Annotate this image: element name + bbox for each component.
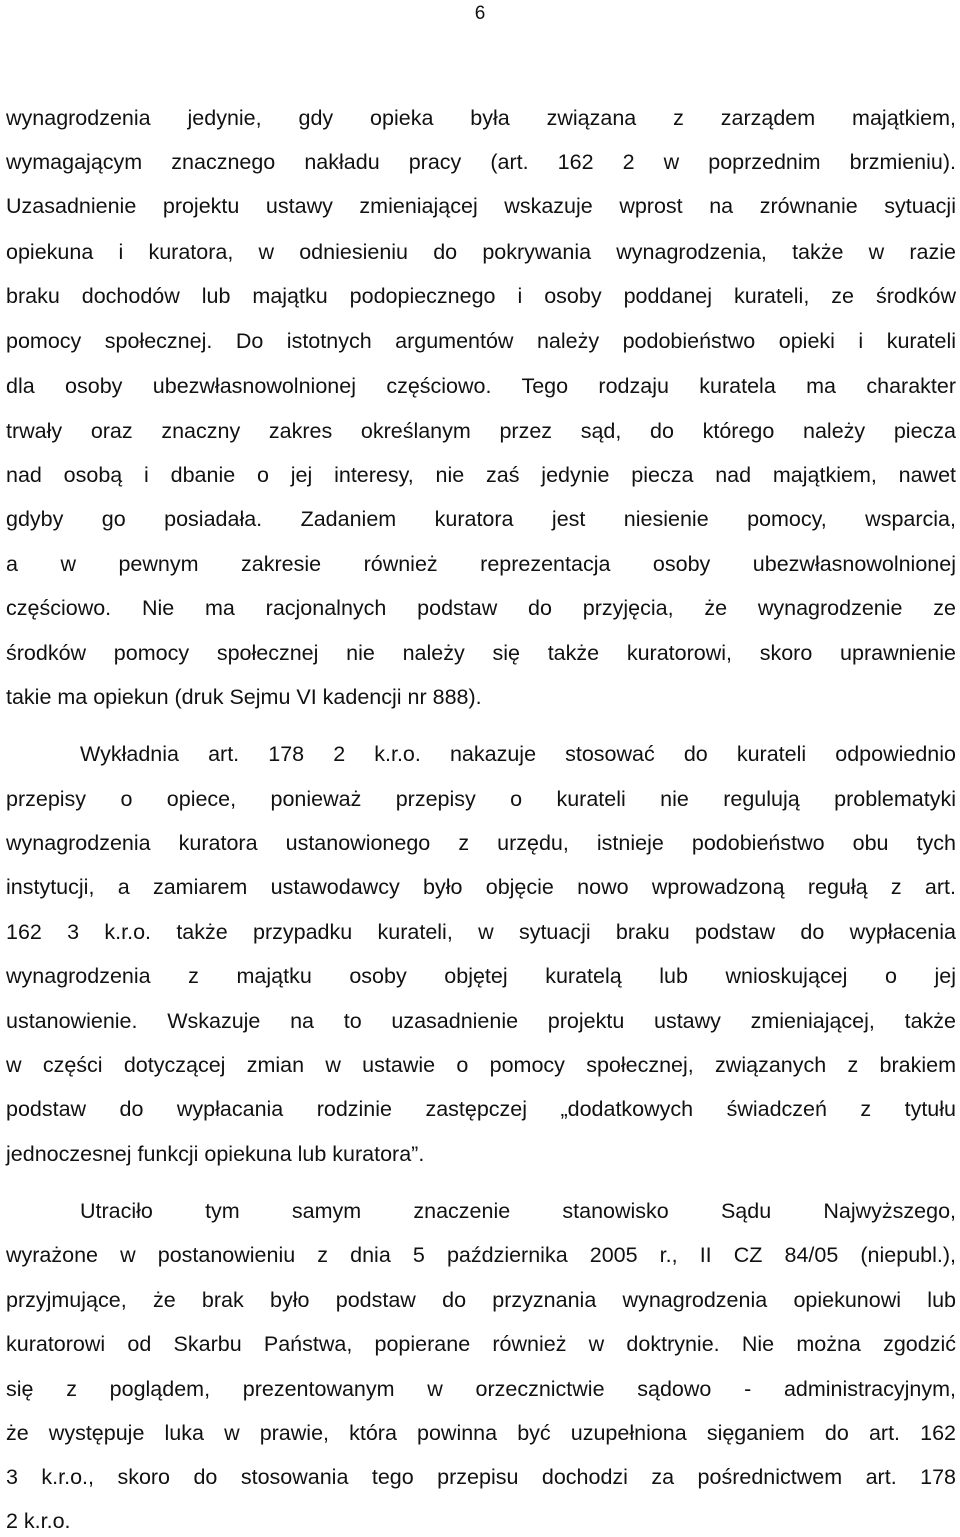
page-number: 6: [474, 3, 486, 24]
text-line: instytucji, a zamiarem ustawodawcy było objęcie nowo wprowadzoną regułą z art.: [6, 875, 956, 899]
text-line: jednoczesnej funkcji opiekuna lub kuratora”.: [6, 1142, 425, 1166]
text-line: przepisy o opiece, ponieważ przepisy o kurateli nie regulują problematyki: [6, 787, 956, 811]
text-line: wymagającym znacznego nakładu pracy (art. 162 2 w poprzednim brzmieniu).: [6, 150, 956, 174]
text-line: wynagrodzenia jedynie, gdy opieka była związana z zarządem majątkiem,: [6, 106, 956, 130]
text-line: gdyby go posiadała. Zadaniem kuratora jest niesienie pomocy, wsparcia,: [6, 507, 956, 531]
text-line: wynagrodzenia kuratora ustanowionego z urzędu, istnieje podobieństwo obu tych: [6, 831, 956, 855]
text-line: że występuje luka w prawie, która powinna być uzupełniona sięganiem do art. 162: [6, 1421, 956, 1445]
text-line: trwały oraz znaczny zakres określanym przez sąd, do którego należy piecza: [6, 419, 956, 443]
text-line: się z poglądem, prezentowanym w orzecznictwie sądowo - administracyjnym,: [6, 1377, 956, 1401]
text-line: w części dotyczącej zmian w ustawie o pomocy społecznej, związanych z brakiem: [6, 1053, 956, 1077]
text-line: wyrażone w postanowieniu z dnia 5 października 2005 r., II CZ 84/05 (niepubl.),: [6, 1243, 956, 1267]
text-line: 3 k.r.o., skoro do stosowania tego przepisu dochodzi za pośrednictwem art. 178: [6, 1465, 956, 1489]
text-line: pomocy społecznej. Do istotnych argumentów należy podobieństwo opieki i kurateli: [6, 329, 956, 353]
text-line: przyjmujące, że brak było podstaw do przyznania wynagrodzenia opiekunowi lub: [6, 1288, 956, 1312]
text-line: 162 3 k.r.o. także przypadku kurateli, w sytuacji braku podstaw do wypłacenia: [6, 920, 956, 944]
text-line: wynagrodzenia z majątku osoby objętej kuratelą lub wnioskującej o jej: [6, 964, 956, 988]
text-line: ustanowienie. Wskazuje na to uzasadnienie projektu ustawy zmieniającej, także: [6, 1009, 956, 1033]
text-line: opiekuna i kuratora, w odniesieniu do pokrywania wynagrodzenia, także w razie: [6, 240, 956, 264]
text-line: kuratorowi od Skarbu Państwa, popierane również w doktrynie. Nie można zgodzić: [6, 1332, 956, 1356]
text-line: braku dochodów lub majątku podopiecznego i osoby poddanej kurateli, ze środków: [6, 284, 956, 308]
text-line: nad osobą i dbanie o jej interesy, nie zaś jedynie piecza nad majątkiem, nawet: [6, 463, 956, 487]
text-line: środków pomocy społecznej nie należy się także kuratorowi, skoro uprawnienie: [6, 641, 956, 665]
text-line: Wykładnia art. 178 2 k.r.o. nakazuje stosować do kurateli odpowiednio: [80, 742, 956, 766]
text-line: podstaw do wypłacania rodzinie zastępczej „dodatkowych świadczeń z tytułu: [6, 1097, 956, 1121]
text-line: Utraciło tym samym znaczenie stanowisko Sądu Najwyższego,: [80, 1199, 956, 1223]
text-line: 2 k.r.o.: [6, 1509, 71, 1533]
text-line: takie ma opiekun (druk Sejmu VI kadencji nr 888).: [6, 685, 482, 709]
text-line: częściowo. Nie ma racjonalnych podstaw do przyjęcia, że wynagrodzenie ze: [6, 596, 956, 620]
text-line: a w pewnym zakresie również reprezentacja osoby ubezwłasnowolnionej: [6, 552, 956, 576]
text-line: Uzasadnienie projektu ustawy zmieniającej wskazuje wprost na zrównanie sytuacji: [6, 194, 956, 218]
text-line: dla osoby ubezwłasnowolnionej częściowo. Tego rodzaju kuratela ma charakter: [6, 374, 956, 398]
